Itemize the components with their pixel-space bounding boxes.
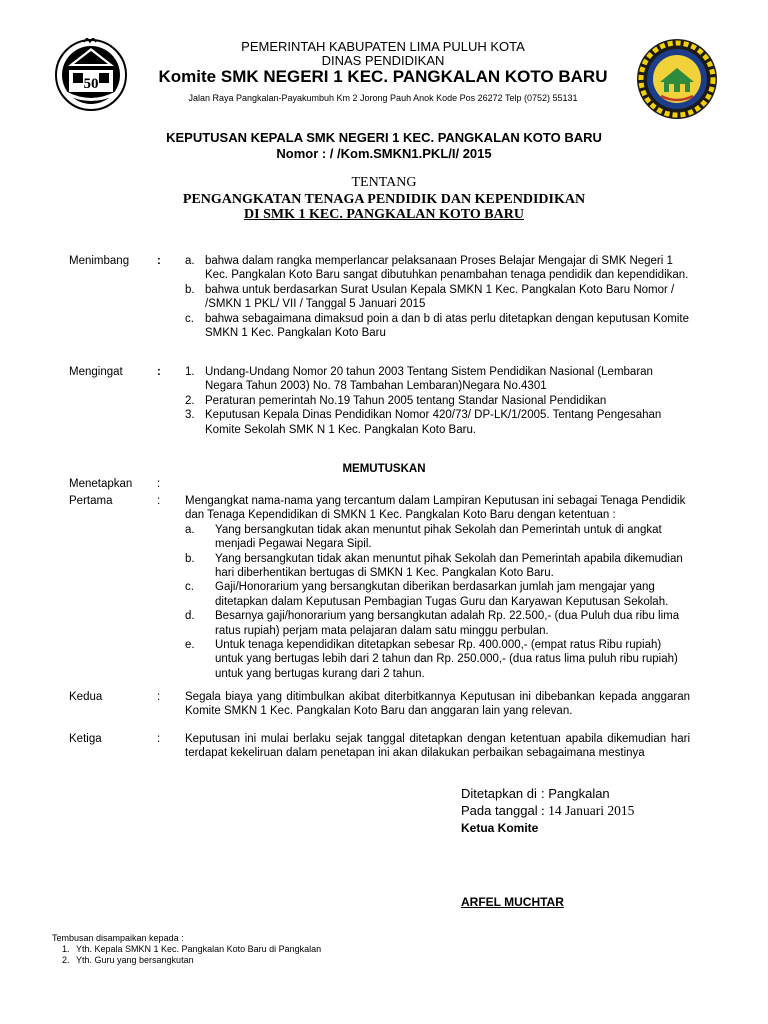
list-item: 2. Yth. Guru yang bersangkutan [62, 955, 194, 965]
decree-number: Nomor : / /Kom.SMKN1.PKL/I/ 2015 [276, 146, 492, 161]
list-item: c. Gaji/Honorarium yang bersangkutan diberikan berdasarkan jumlah jam mengajar yang ditetapkan dalam Keputusan Pembagian Tugas Guru dan Karyawan Keputusan Sekolah. [185, 581, 669, 608]
ketiga-label: Ketiga [69, 733, 102, 745]
letterhead-school: Komite SMK NEGERI 1 KEC. PANGKALAN KOTO BARU [158, 67, 608, 86]
list-item: 1. Yth. Kepala SMKN 1 Kec. Pangkalan Koto Baru di Pangkalan [62, 944, 322, 954]
list-item: b. bahwa untuk berdasarkan Surat Usulan Kepala SMKN 1 Kec. Pangkalan Koto Baru Nomor / /SMKN 1 PKL/ VII / Tanggal 5 Januari 2015 [185, 283, 675, 311]
list-item: 3. Keputusan Kepala Dinas Pendidikan Nomor 420/73/ DP-LK/1/2005. Tentang Pengesahan Komite Sekolah SMK N 1 Kec. Pangkalan Koto Baru. [185, 409, 662, 436]
letterhead-department: DINAS PENDIDIKAN [321, 53, 445, 68]
decree-subject-1: PENGANGKATAN TENAGA PENDIDIK DAN KEPENDIDIKAN [182, 192, 586, 207]
signature-name: ARFEL MUCHTAR [461, 895, 564, 909]
signature-place-label: Ditetapkan di [461, 786, 537, 801]
signature-date [461, 803, 634, 819]
pertama-label: Pertama [69, 495, 113, 507]
mengingat-list [185, 365, 690, 437]
signature-date-value: : 14 Januari 2015 [541, 803, 635, 818]
memutuskan-heading: MEMUTUSKAN [342, 463, 426, 475]
menimbang-list [185, 254, 690, 340]
signature-place [461, 786, 610, 802]
menimbang-colon: : [157, 255, 161, 267]
list-item: a. Yang bersangkutan tidak akan menuntut pihak Sekolah dan Pemerintah untuk di angkat menjadi Pegawai Negara Sipil. [185, 523, 662, 551]
letterhead-government: PEMERINTAH KABUPATEN LIMA PULUH KOTA [241, 39, 525, 54]
mengingat-colon: : [157, 366, 161, 378]
signature-role: Ketua Komite [461, 821, 539, 835]
kedua-text: Segala biaya yang ditimbulkan akibat diterbitkannya Keputusan ini dibebankan kepada anggaran Komite SMKN 1 Kec. Pangkalan Koto Baru dan anggaran lain yang relevan. [185, 691, 690, 718]
list-item: e. Untuk tenaga kependidikan ditetapkan sebesar Rp. 400.000,- (empat ratus Ribu rupiah) untuk yang bertugas lebih dari 2 tahun dan Rp. 250.000,- (dua ratus lima puluh ribu rupiah) untuk yang bertugas kurang dari 2 tahun. [185, 639, 678, 680]
kedua-colon: : [157, 691, 161, 703]
pertama-intro: Mengangkat nama-nama yang tercantum dalam Lampiran Keputusan ini sebagai Tenaga Pendidik dan Tenaga Kependidikan di SMKN 1 Kec. Pangkalan Koto Baru dengan ketentuan : [185, 495, 686, 522]
pertama-body [185, 494, 690, 681]
list-item: b. Yang bersangkutan tidak akan menuntut pihak Sekolah dan Pemerintah apabila dikemudian hari diberhentikan bertugas di SMKN 1 Kec. Pangkalan Koto Baru. [185, 552, 683, 580]
regency-emblem-icon [54, 38, 128, 112]
list-item: d. Besarnya gaji/honorarium yang bersangkutan adalah Rp. 22.500,- (dua Puluh dua ribu lima ratus rupiah) perjam mata pelajaran dalam satu minggu perbulan. [185, 610, 680, 637]
pertama-colon: : [157, 495, 161, 507]
copies-title: Tembusan disampaikan kepada : [52, 933, 184, 943]
menimbang-label: Menimbang [69, 255, 130, 267]
mengingat-label: Mengingat [69, 366, 123, 378]
svg-text:50: 50 [83, 76, 99, 92]
list-item: a. bahwa dalam rangka memperlancar pelaksanaan Proses Belajar Mengajar di SMK Negeri 1 Kec. Pangkalan Koto Baru sangat dibutuhkan penambahan tenaga pendidik dan kependidikan. [185, 255, 689, 282]
copies-section [52, 933, 321, 966]
signature-date-label: Pada tanggal [461, 803, 538, 818]
list-item: 1. Undang-Undang Nomor 20 tahun 2003 Tentang Sistem Pendidikan Nasional (Lembaran Negara Tahun 2003) No. 78 Tambahan Lembaran)Negara No.4301 [185, 366, 653, 393]
list-item: 2. Peraturan pemerintah No.19 Tahun 2005 tentang Standar Nasional Pendidikan [185, 394, 607, 407]
decree-about: TENTANG [351, 175, 417, 190]
signature-place-value: : Pangkalan [541, 786, 610, 801]
kedua-label: Kedua [69, 691, 103, 703]
menetapkan-colon: : [157, 478, 161, 490]
menetapkan-label: Menetapkan [69, 478, 133, 490]
decree-subject-2: DI SMK 1 KEC. PANGKALAN KOTO BARU [244, 207, 524, 222]
ketiga-colon: : [157, 733, 161, 745]
list-item: c. bahwa sebagaimana dimaksud poin a dan b di atas perlu ditetapkan dengan keputusan Komite SMKN 1 Kec. Pangkalan Koto Baru [185, 312, 689, 340]
ketiga-text: Keputusan ini mulai berlaku sejak tanggal ditetapkan dengan ketentuan apabila dikemudian hari terdapat kekeliruan dalam penetapan ini akan dilakukan perbaikan sebagaimana mestinya [185, 733, 690, 760]
school-emblem-icon [636, 38, 718, 120]
decree-title: KEPUTUSAN KEPALA SMK NEGERI 1 KEC. PANGKALAN KOTO BARU [166, 130, 602, 145]
letterhead-address: Jalan Raya Pangkalan-Payakumbuh Km 2 Jorong Pauh Anok Kode Pos 26272 Telp (0752) 55131 [188, 93, 578, 103]
